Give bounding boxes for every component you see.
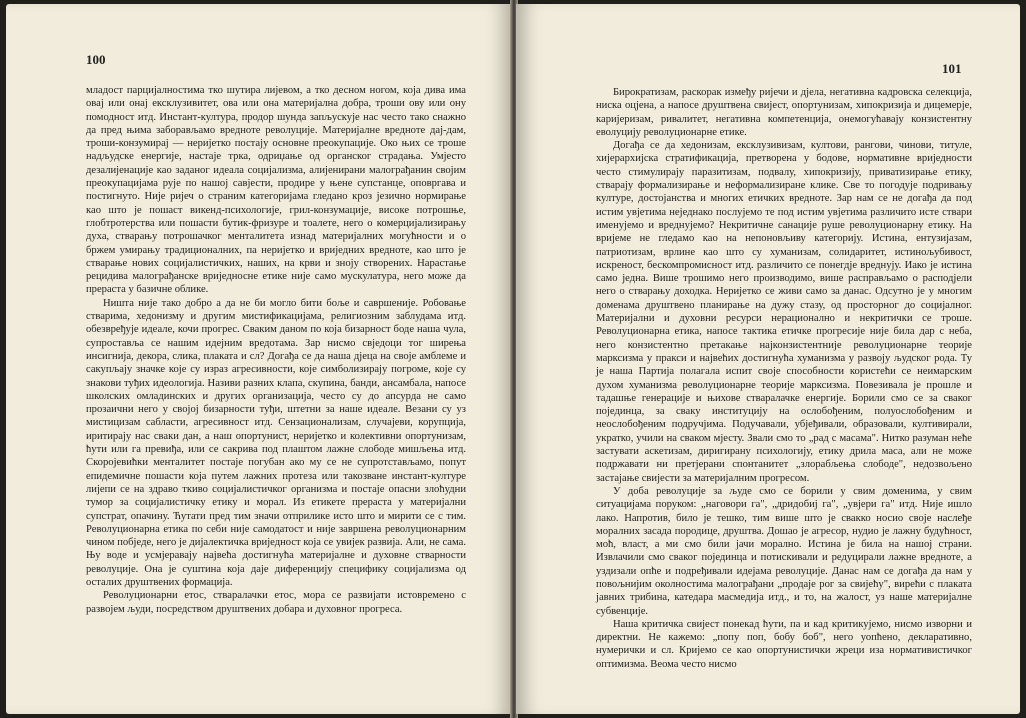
paragraph: Наша критичка свијест понекад ћути, па и кад критикујемо, нисмо изворни и директни. Не кажемо: „попу поп, бобу боб", него уопћено, декларативно, нумерички и сл. Кријемо се као опортунистички жреци иза нормативистичког оптимизма. Веома често нисмо — [596, 618, 972, 670]
paragraph: младост парцијалностима тко шутира лијевом, а тко десном ногом, која дива има овај или онај ексклузивитет, ова или она материјална добра, троши ову или ону помодност итд. Инстант-култура, продор шунда запљускује нас често тако снажно да пред њима заборављамо вредноте револуције. Материјалне вредноте дај-дам, троши-конзумирај — неријетко постају основне преокупације. Око њих се троше надљудске енергије, настаје трка, одриџање од органског страдања. Умјесто дезалијенације као заданог идеала социјализма, алијенирани малограђанин својим преокупацијама рује по нашој савјести, продире у њене супстанце, оповргава и постигнуто. Није ријеч о страним категоријама гледано кроз језично нормирање као што је пошаст викенд-психологије, грил-конзумације, високе потрошње, глобтротерства или пошасти бутик-фризуре и тоалете, него о комерцијализирању духа, стварању потрошачког менталитета изнад материјалних могућности и о бржем умирању традиционалних, па неријетко и вриједних вредноте, као што је стварање нових социјалистичких, наших, на крви и зноју створених. Нарастање рецидива малограђанске вриједносне етике није само мускулатура, него може да прераста у базичне облике. — [86, 85, 466, 296]
paragraph: У доба револуције за људе смо се борили у свим доменима, у свим ситуацијама поруком: „наговори га", „дридобиј га", „увјери га" итд. Није ишло лако. Напротив, било је тешко, тим више што је свакко носио своје наслеђе моралних засада породице, друштва. Дошао је агресор, нудио је лажну будућност, моћ, власт, а ми смо били јачи морално. Истина је била на нашој страни. Извлачили смо сваког појединца и потискивали и редуцирали лажне вредноте, а уздизали опће и подређивали идејама револуције. Данас нам се догађа да нам у повољнијим околностима малограђани „продаје рог за свијећу", вирећи с плаката јавних трибина, катедара масмедија итд., и то, на жалост, уз наше материјалне субвенције. — [596, 485, 972, 617]
paragraph: Револуционарни етос, стваралачки етос, мора се развијати истовремено с развојем људи, посредством друштвених добара и духовног прогреса. — [86, 590, 466, 615]
page-body — [596, 86, 972, 671]
paragraph: Бирократизам, раскорак између ријечи и дјела, негативна кадровска селекција, ниска оцјена, а напосе друштвена свијест, опортунизам, хипокризија и дицемерје, каријеризам, ривалитет, негативна компетенција, онемогућавају конзистентну еволуцију револуционарне етике. — [596, 87, 972, 138]
paragraph: Ништа није тако добро а да не би могло бити боље и савршеније. Робовање стварима, хедонизму и другим мистификацијама, религиозним заблудама итд. обезвређује идеале, кочи прогрес. Сваким даном по која бизарност боде наша чула, супростављa се нашим идејним вредотама. Зар нисмо свједоци тог ширења инсигнија, декора, слика, плаката и сл? Догађа се да наша дјеца на своје амблеме и сакупљају значке које су израз агресивности, које симболизирају погроме, које су знакови туђих идеологија. Називи разних клапа, скупина, банди, ансамбала, напосе школских омладинских и других организација, често су до апсурда не само прозаични него у својој бизарности туђи, штетни за наше идеале. Везани су уз мистицизам сабласти, агресивност итд. Сензационализам, случајеви, корупција, иритирају нас сваки дан, а наш опортунист, неријетко и колективни опортунизам, ћути или га превиђа, или се сакрива под плаштом лажне слободе мишљења итд. Скоројевићки менталитет постаје погубан ако му се не супротстављамо, попут епидемичне пошасти која путем лажних протеза или такозване инстант-културе лијепи се на здраво ткиво социјалистичког организма и постаје опасни злоћудни тумор за социјалистичку етику и морал. Из етикете прераста у материјални супстрат, опачину. Ћутати пред тим значи отприлике исто што и мирити се с тим. Револуционарна етика по себи није самодатост и није завршена револуционарним чином побједе, него је дијалектичка вриједност која се увијек развија. Али, не сама. Њу воде и усмјеравају највећа достигнућа материјалне и духовне стварности револуције. Она је суштина која даје диференцију специфику социјализма од осталих друштвених формација. — [86, 297, 466, 588]
page-number: 100 — [86, 52, 106, 67]
right-page — [516, 4, 1020, 714]
left-page — [6, 4, 512, 714]
paragraph: Догађа се да хедонизам, ексклузивизам, култови, рангови, чинови, титуле, хијерархијска стратификација, претворена у бодове, нормативне вриједности често стимулирају паразитизам, подвалу, хипокризију, приватизирање етику, стварају формализирање и неформализиране клике. Све то погодује подривању културе, достојанства и многих етичких вредноте. Зар нам се не догађа да под истим увјетима неједнако послујемо те под истим увјетима различито исте ствари именујемо и вреднујемо? Некритичне санације руше револуционарну етику. На вријеме не гледамо као на непоновљиву категорију. Истина, ентузијазам, патриотизам, врлине као што су хуманизам, солидаритет, истинољубивост, искреност, бескомпромисност итд. различито се понегдје вреднују. Иако је истина само једна. Више трошимо него производимо, више расправљамо о расподјели него о стварању доходка. Неријетко се живи само за данас. Одсутно је у многим доменама друштвено планирање на дужу стазу, од просторног до социјалног. Материјални и духовни ресурси нерационално и некритички се троше. Револуционарна етика, напосе тактика етичке прогресије није била дар с неба, него конзистентно претакање најконзистентније револуционарне теорије марксизма у пракси и највећих достигнућа хуманизма у развоју људског рода. Ту је наша Партија полагала испит своје способности користећи се неимарским духом хуманизма револуционарне теорије марксизма. Повезивала је прошле и тадашње генерације и њихове стваралачке енергије. Борили смо се за сваког појединца, за сваку институцију на ослобођеним, полуослобођеним и неослобођеним подручјима. Подучавали, убјеђивали, образовали, култивирали, укратко, учили на сваком мјесту. Звали смо то „рад с масама". Нитко разуман неће застувати аскетизам, диригирану психологију, етику дрила маса, али не може подржавати ни претјерани спонтанитет „злорабљења слободе", недозвољено застајање свијести за материјалним прогресом. — [596, 140, 972, 484]
page-number: 101 — [942, 61, 962, 76]
page-body — [86, 84, 466, 616]
